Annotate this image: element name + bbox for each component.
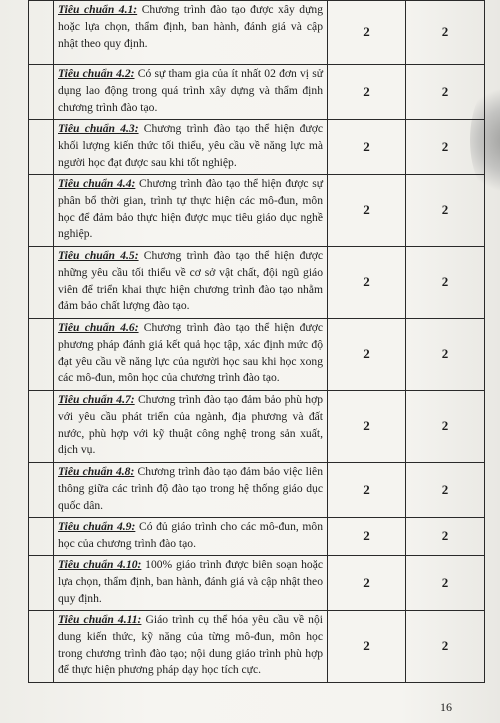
- criteria-text-cell: [54, 65, 328, 120]
- criteria-label: Tiêu chuẩn 4.2:: [58, 67, 135, 80]
- criteria-text-cell: [54, 518, 328, 556]
- criteria-label: Tiêu chuẩn 4.9:: [58, 520, 136, 533]
- criteria-text-cell: [54, 247, 328, 319]
- criteria-row: [29, 518, 485, 556]
- criteria-text-cell: [54, 120, 328, 175]
- index-cell: [29, 247, 54, 319]
- criteria-label: Tiêu chuẩn 4.10:: [58, 558, 142, 571]
- self-assessment-score: 2: [328, 518, 406, 556]
- evaluation-score: 2: [406, 391, 485, 463]
- self-assessment-score: 2: [328, 65, 406, 120]
- index-cell: [29, 463, 54, 518]
- criteria-text: Chương trình đào tạo đảm bảo việc liên thông giữa các trình độ đào tạo trong hệ thống giáo dục quốc dân.: [58, 465, 324, 512]
- criteria-text: Chương trình đào tạo thể hiện được khối lượng kiến thức tối thiểu, yêu cầu về năng lực mà người học đạt được sau khi tốt nghiệp.: [58, 122, 323, 169]
- criteria-table: [28, 0, 485, 683]
- criteria-text-cell: [54, 611, 328, 683]
- criteria-text-cell: [54, 1, 328, 65]
- criteria-text-cell: [54, 463, 328, 518]
- criteria-row: [29, 247, 485, 319]
- evaluation-score: 2: [406, 556, 485, 611]
- criteria-text-cell: [54, 319, 328, 391]
- criteria-text: Chương trình đào tạo thể hiện được phương pháp đánh giá kết quả học tập, xác định mức độ đạt yêu cầu về năng lực của người học sau khi học xong các mô-đun, môn học của chương trình đào tạo.: [58, 321, 323, 385]
- criteria-row: [29, 611, 485, 683]
- self-assessment-score: 2: [328, 611, 406, 683]
- self-assessment-score: 2: [328, 463, 406, 518]
- criteria-text-cell: [54, 391, 328, 463]
- self-assessment-score: 2: [328, 556, 406, 611]
- evaluation-score: 2: [406, 319, 485, 391]
- criteria-label: Tiêu chuẩn 4.8:: [58, 465, 135, 478]
- criteria-row: [29, 65, 485, 120]
- page-number: 16: [440, 700, 452, 714]
- evaluation-score: 2: [406, 463, 485, 518]
- criteria-label: Tiêu chuẩn 4.6:: [58, 321, 139, 334]
- criteria-text: Chương trình đào tạo được xây dựng hoặc lựa chọn, thẩm định, ban hành, đánh giá và cập nhật theo quy định.: [58, 3, 323, 50]
- evaluation-score: 2: [406, 65, 485, 120]
- criteria-label: Tiêu chuẩn 4.3:: [58, 122, 139, 135]
- criteria-row: [29, 1, 485, 65]
- evaluation-score: 2: [406, 247, 485, 319]
- index-cell: [29, 391, 54, 463]
- self-assessment-score: 2: [328, 1, 406, 65]
- criteria-row: [29, 391, 485, 463]
- self-assessment-score: 2: [328, 120, 406, 175]
- criteria-text: Chương trình đào tạo thể hiện được những yêu cầu tối thiểu về cơ sở vật chất, đội ngũ giáo viên để triển khai thực hiện chương trình đào tạo nhằm đảm bảo chất lượng đào tạo.: [58, 249, 323, 313]
- criteria-row: [29, 120, 485, 175]
- self-assessment-score: 2: [328, 175, 406, 247]
- index-cell: [29, 556, 54, 611]
- criteria-label: Tiêu chuẩn 4.7:: [58, 393, 135, 406]
- index-cell: [29, 120, 54, 175]
- criteria-text: Chương trình đào tạo đảm bảo phù hợp với yêu cầu phát triển của ngành, địa phương và đất nước, phù hợp với kỹ thuật công nghệ trong sản xuất, dịch vụ.: [58, 393, 323, 457]
- criteria-row: [29, 463, 485, 518]
- criteria-row: [29, 556, 485, 611]
- evaluation-score: 2: [406, 518, 485, 556]
- index-cell: [29, 65, 54, 120]
- self-assessment-score: 2: [328, 391, 406, 463]
- criteria-text: Có sự tham gia của ít nhất 02 đơn vị sử dụng lao động trong quá trình xây dựng và thẩm định chương trình đào tạo.: [58, 67, 324, 114]
- index-cell: [29, 175, 54, 247]
- index-cell: [29, 1, 54, 65]
- criteria-text: Chương trình đào tạo thể hiện được sự phân bổ thời gian, trình tự thực hiện các mô-đun, môn học để đảm bảo thực hiện được mục tiêu giáo dục nghề nghiệp.: [58, 177, 324, 241]
- self-assessment-score: 2: [328, 247, 406, 319]
- evaluation-score: 2: [406, 611, 485, 683]
- criteria-text-cell: [54, 556, 328, 611]
- criteria-text-cell: [54, 175, 328, 247]
- evaluation-score: 2: [406, 1, 485, 65]
- criteria-row: [29, 175, 485, 247]
- evaluation-score: 2: [406, 120, 485, 175]
- criteria-text: 100% giáo trình được biên soạn hoặc lựa chọn, thẩm định, ban hành, đánh giá và cập nhật theo quy định.: [58, 558, 323, 605]
- index-cell: [29, 518, 54, 556]
- criteria-label: Tiêu chuẩn 4.5:: [58, 249, 139, 262]
- index-cell: [29, 319, 54, 391]
- evaluation-score: 2: [406, 175, 485, 247]
- self-assessment-score: 2: [328, 319, 406, 391]
- criteria-label: Tiêu chuẩn 4.1:: [58, 3, 138, 16]
- index-cell: [29, 611, 54, 683]
- criteria-label: Tiêu chuẩn 4.4:: [58, 177, 136, 190]
- criteria-row: [29, 319, 485, 391]
- criteria-text: Có đủ giáo trình cho các mô-đun, môn học của chương trình đào tạo.: [58, 520, 324, 550]
- criteria-text: Giáo trình cụ thể hóa yêu cầu về nội dung kiến thức, kỹ năng của từng mô-đun, môn học trong chương trình đào tạo; nội dung giáo trình phù hợp để thực hiện phương pháp dạy học tích cực.: [58, 613, 323, 677]
- criteria-label: Tiêu chuẩn 4.11:: [58, 613, 142, 626]
